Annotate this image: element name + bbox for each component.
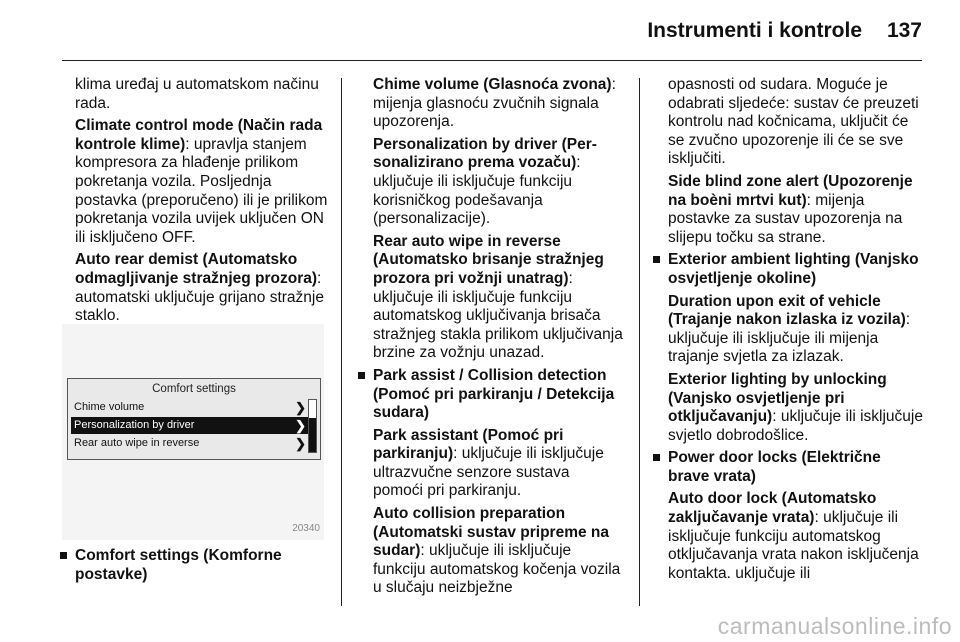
column-3 [668, 76, 924, 587]
term: Auto door lock (Automatsko zaključavanje vrata) [668, 490, 877, 527]
paragraph [668, 173, 924, 247]
description: : uključuje ili isključuje funkciju korisničkog podešavanja (personalizacije). [373, 154, 581, 228]
menu-item-chime-volume [71, 399, 310, 416]
bullet-heading [668, 449, 924, 486]
figure-code: 20340 [292, 523, 320, 534]
chevron-right-icon: ❯ [295, 418, 306, 433]
bullet-heading [75, 547, 331, 584]
menu-item-personalization [71, 417, 310, 434]
heading-text: Comfort settings (Komforne postavke) [75, 547, 282, 583]
menu-item-label: Chime volume [74, 401, 145, 413]
description: : upravlja stanjem kompresora za hlađenje prilikom pokretanja vozila. Posljednja postavka (preporučeno) ili je prilikom pokretanja vozila uvijek uključen ON ili isključeno OFF. [75, 135, 328, 246]
column-divider [341, 78, 342, 606]
paragraph [373, 136, 623, 229]
term: Side blind zone alert (Upozorenje na boèni mrtvi kut) [668, 172, 913, 209]
description: : uključuje ili isključuje ili mijenja trajanje svjetla za izlazak. [668, 311, 911, 366]
column-divider [639, 78, 640, 606]
term: Exterior lighting by unlocking (Vanjsko osvjetljenje pri otključavanju) [668, 370, 887, 426]
description: : automatski uključuje grijano stražnje staklo. [75, 269, 324, 325]
term: Duration upon exit of vehicle (Trajanje nakon izlaska iz vozila) [668, 292, 906, 329]
term: Park assistant (Pomoć pri parkiranju) [373, 426, 564, 463]
paragraph [668, 371, 924, 445]
paragraph [373, 427, 623, 501]
description: : uključuje ili isključuje svjetlo dobrodošlice. [668, 408, 923, 444]
column-1-bottom [75, 547, 331, 588]
paragraph [373, 76, 623, 132]
page-header [0, 0, 960, 62]
term: Rear auto wipe in reverse (Automatsko brisanje stražnjeg prozora pri vožnji unatrag) [373, 232, 604, 287]
bullet-heading [668, 251, 924, 288]
paragraph [373, 233, 623, 363]
description: : mijenja postavke za sustav upozorenja na slijepu točku sa strane. [668, 191, 903, 246]
term: Auto rear demist (Automatsko odmagljivanje stražnjeg prozora) [75, 251, 318, 287]
paragraph: klima uređaj u automatskom načinu rada. [75, 76, 319, 112]
bullet-square-icon [60, 552, 67, 559]
paragraph [668, 490, 924, 583]
header-title: Instrumenti i kontrole [647, 19, 862, 42]
term: Chime volume (Glasnoća zvona) [373, 76, 612, 93]
screen-title: Comfort settings [152, 383, 236, 395]
header-rule [62, 60, 922, 61]
paragraph: opasnosti od sudara. Moguće je odabrati sljedeće: sustav će preuzeti kontrolu nad kočnicama, uključit će se zvučno upozorenje ili će se sve isključiti. [668, 76, 919, 168]
term: Auto collision preparation (Automatski sustav pripreme na sudar) [373, 505, 610, 560]
paragraph [373, 505, 623, 598]
heading-text: Park assist / Collision detection (Pomoć pri parkiranju / Detekcija sudara) [373, 366, 615, 422]
description: : uključuje ili isključuje funkciju automatskog uključivanja brisača stražnjeg stakla prilikom uključivanja brzine za vožnju unazad. [373, 269, 623, 362]
watermark: carmanualsonline.info [717, 613, 952, 639]
heading-text: Exterior ambient lighting (Vanjsko osvjetljenje okoline) [668, 251, 919, 287]
chevron-right-icon: ❯ [295, 436, 306, 451]
column-1 [75, 76, 331, 330]
description: : uključuje ili isključuje funkciju automatskog kočenja vozila u slučaju neizbježne [373, 542, 621, 597]
bullet-square-icon [653, 256, 660, 263]
menu-item-label: Rear auto wipe in reverse [74, 437, 200, 449]
page-number: 137 [886, 19, 922, 42]
paragraph [668, 293, 924, 367]
description: : uključuje ili isključuje funkciju automatskog otključavanja vrata nakon isključenja kontakta. uključuje ili [668, 509, 919, 582]
menu-item-rear-wipe [71, 435, 310, 452]
term: Climate control mode (Način rada kontrole klime) [75, 117, 323, 153]
description: : uključuje ili isključuje ultrazvučne senzore sustava pomoći pri parkiranju. [373, 445, 604, 500]
scrollbar [308, 399, 317, 453]
term: Personalization by driver (Per-sonalizirano prema vozaču) [373, 135, 597, 172]
comfort-settings-figure [62, 324, 324, 540]
scrollbar-thumb [309, 418, 316, 452]
paragraph [75, 251, 331, 325]
description: : mijenja glasnoću zvučnih signala upozorenja. [373, 76, 616, 131]
menu-item-label: Personalization by driver [74, 419, 195, 431]
heading-text: Power door locks (Električne brave vrata) [668, 449, 881, 485]
chevron-right-icon: ❯ [295, 400, 306, 415]
column-2 [373, 76, 623, 602]
paragraph [75, 117, 331, 247]
bullet-heading [373, 367, 623, 423]
bullet-square-icon [358, 372, 365, 379]
bullet-square-icon [653, 454, 660, 461]
display-screen [67, 378, 321, 460]
